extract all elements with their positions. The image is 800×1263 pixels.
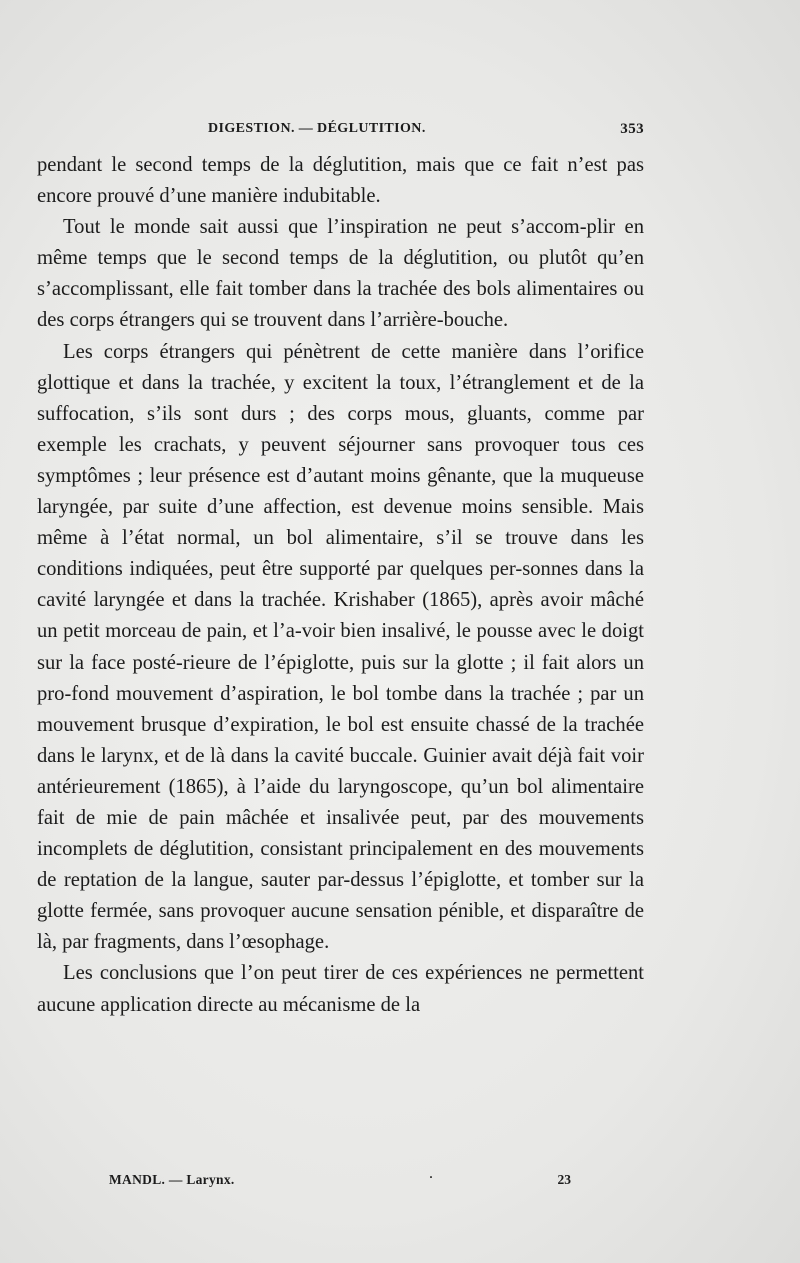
footer-mark: ·	[429, 1170, 434, 1184]
signature-number: 23	[557, 1172, 571, 1187]
paragraph-conclusions: Les conclusions que l’on peut tirer de ces expériences ne permettent aucune application directe au mécanisme de la	[37, 962, 644, 1016]
page-footer	[109, 1172, 571, 1188]
body-text	[37, 150, 644, 1021]
printer-signature: MANDL. — Larynx.	[109, 1172, 235, 1187]
paragraph-continuation: pendant le second temps de la déglutition, mais que ce fait n’est pas encore prouvé d’une manière indubitable.	[37, 154, 644, 208]
paragraph-inspiration: Tout le monde sait aussi que l’inspiration ne peut s’accom-plir en même temps que le second temps de la déglutition, ou plutôt qu’en s’accomplissant, elle fait tomber dans la trachée des bols alimentaires ou des corps étrangers qui se trouvent dans l’arrière-bouche.	[37, 216, 644, 332]
page-header	[208, 121, 644, 139]
page-number: 353	[620, 121, 644, 137]
paragraph-foreign-bodies: Les corps étrangers qui pénètrent de cette manière dans l’orifice glottique et dans la trachée, y excitent la toux, l’étranglement et de la suffocation, s’ils sont durs ; des corps mous, gluants, comme par exemple les crachats, y peuvent séjourner sans provoquer tous ces symptômes ; leur présence est d’autant moins gênante, que la muqueuse laryngée, par suite d’une affection, est devenue moins sensible. Mais même à l’état normal, un bol alimentaire, s’il se trouve dans les conditions indiquées, peut être supporté par quelques per-sonnes dans la cavité laryngée et dans la trachée. Krishaber (1865), après avoir mâché un petit morceau de pain, et l’a-voir bien insalivé, le pousse avec le doigt sur la face posté-rieure de l’épiglotte, puis sur la glotte ; il fait alors un pro-fond mouvement d’aspiration, le bol tombe dans la trachée ; par un mouvement brusque d’expiration, le bol est ensuite chassé de la trachée dans le larynx, et de là dans la cavité buccale. Guinier avait déjà fait voir antérieurement (1865), à l’aide du laryngoscope, qu’un bol alimentaire fait de mie de pain mâchée et insalivée peut, par des mouvements incomplets de déglutition, consistant principalement en des mouvements de reptation de la langue, sauter par-dessus l’épiglotte, et tomber sur la glotte fermée, sans provoquer aucune sensation pénible, et disparaître de là, par fragments, dans l’œsophage.	[37, 340, 644, 954]
running-title: DIGESTION. — DÉGLUTITION.	[208, 121, 426, 136]
